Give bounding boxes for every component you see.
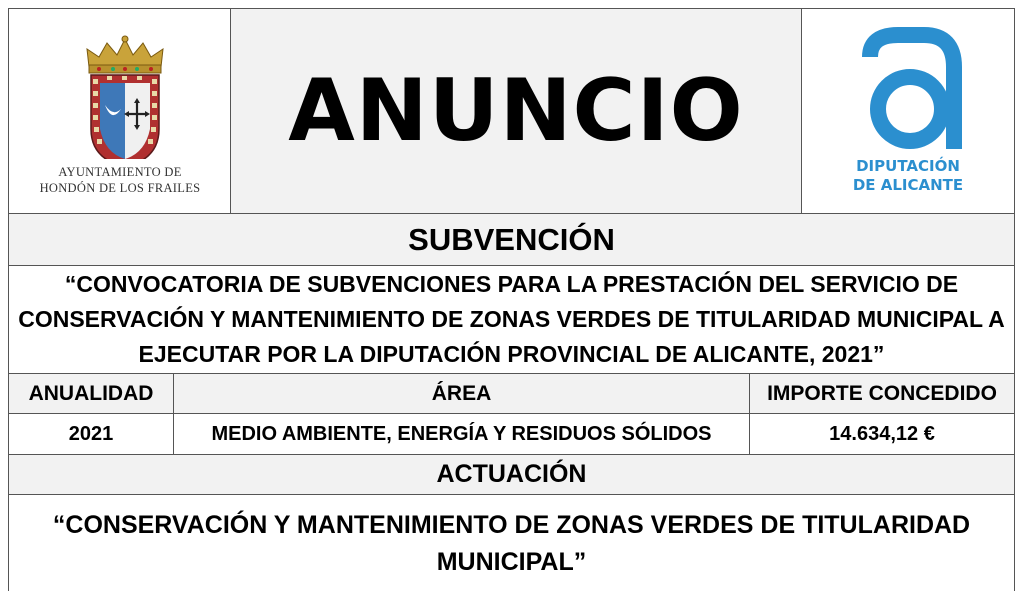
subvencion-description: “CONVOCATORIA DE SUBVENCIONES PARA LA PRESTACIÓN DEL SERVICIO DE CONSERVACIÓN Y MANTENIMIENTO DE ZONAS VERDES DE TITULARIDAD MUNICIPAL A EJECUTAR POR LA DIPUTACIÓN PROVINCIAL DE ALICANTE, 2021” [9,266,1014,374]
diputacion-logo [802,9,1014,213]
table-row [9,414,1014,455]
value-importe: 14.634,12 € [829,422,935,445]
diputacion-a-icon [802,9,1014,149]
ayuntamiento-logo [9,9,231,213]
subvencion-heading: SUBVENCIÓN [9,214,1014,266]
ayuntamiento-name [9,164,231,196]
table-header-row [9,374,1014,414]
actuacion-heading: ACTUACIÓN [9,455,1014,495]
announcement-sheet [8,8,1015,591]
header-anualidad: ANUALIDAD [9,374,174,413]
header-row [9,9,1014,214]
value-anualidad: 2021 [9,414,174,454]
value-area: MEDIO AMBIENTE, ENERGÍA Y RESIDUOS SÓLIDOS [174,414,750,454]
ayuntamiento-line1: AYUNTAMIENTO DE [58,165,182,179]
ayuntamiento-line2: HONDÓN DE LOS FRAILES [39,181,201,195]
page-title: ANUNCIO [288,61,744,161]
title-cell [231,9,802,213]
header-importe: IMPORTE CONCEDIDO [767,381,997,405]
coat-of-arms-icon [9,9,231,159]
actuacion-description: “CONSERVACIÓN Y MANTENIMIENTO DE ZONAS VERDES DE TITULARIDAD MUNICIPAL” [9,495,1014,592]
diputacion-line2: DE ALICANTE [852,176,964,194]
diputacion-line1: DIPUTACIÓN [856,157,960,175]
header-area: ÁREA [174,374,750,413]
diputacion-name [802,157,1014,195]
